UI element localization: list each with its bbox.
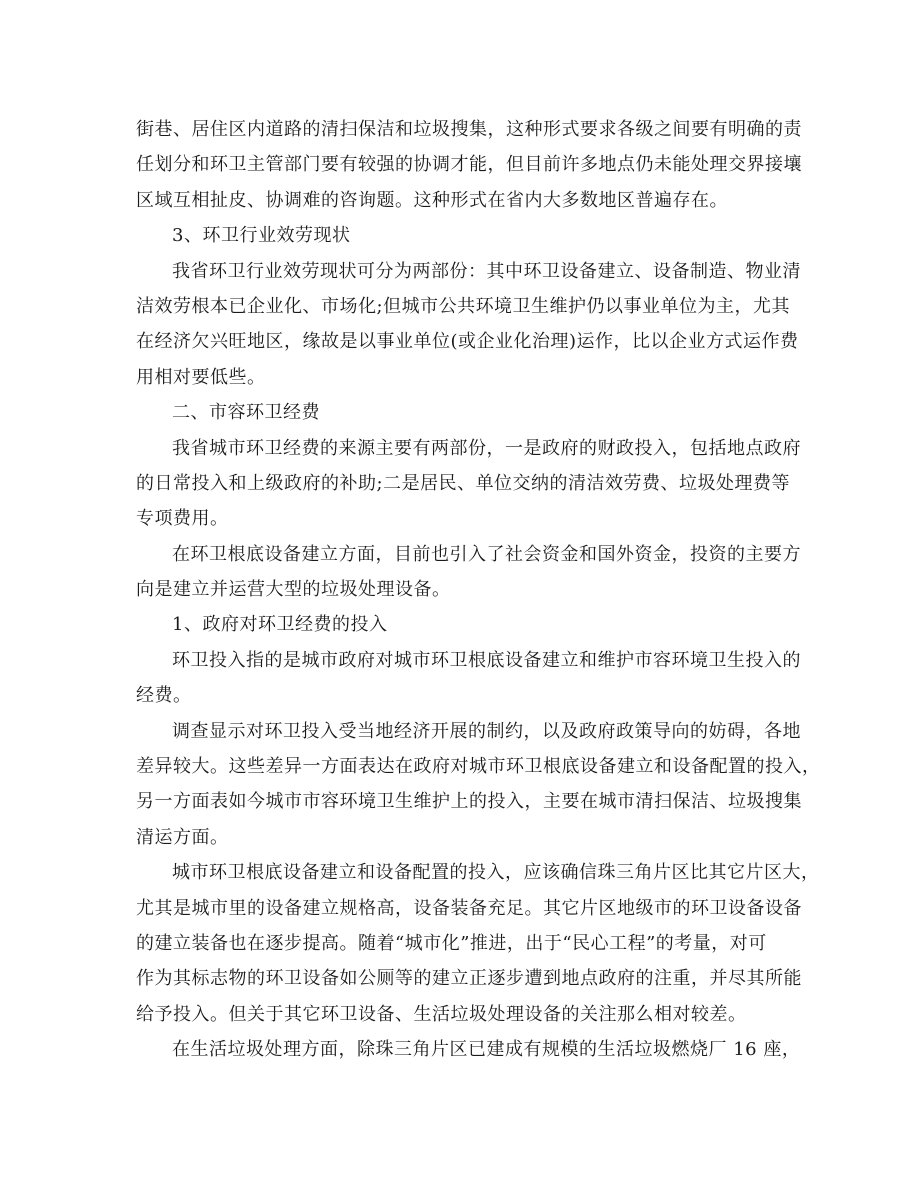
text-line: 调查显示对环卫投入受当地经济开展的制约，以及政府政策导向的妨碍，各地: [172, 720, 801, 742]
text-line: 差异较大。这些差异一方面表达在政府对城市环卫根底设备建立和设备配置的投入，: [136, 756, 821, 778]
text-line: 我省城市环卫经费的来源主要有两部份，一是政府的财政投入，包括地点政府: [172, 437, 801, 459]
text-line: 在环卫根底设备建立方面，目前也引入了社会资金和国外资金，投资的主要方: [172, 543, 801, 565]
text-line: 在生活垃圾处理方面，除珠三角片区已建成有规模的生活垃圾燃烧厂 16 座，: [172, 1039, 801, 1061]
text-line: 作为其标志物的环卫设备如公厕等的建立正逐步遭到地点政府的注重，并尽其所能: [136, 968, 802, 990]
text-line: 的建立装备也在逐步提高。随着“城市化”推进，出于“民心工程”的考量，对可: [136, 932, 767, 954]
text-line: 给予投入。但关于其它环卫设备、生活垃圾处理设备的关注那么相对较差。: [136, 1003, 747, 1025]
text-line: 区域互相扯皮、协调难的咨询题。这种形式在省内大多数地区普遍存在。: [136, 189, 728, 211]
text-line: 环卫投入指的是城市政府对城市环卫根底设备建立和维护市容环境卫生投入的: [172, 649, 801, 671]
text-line: 街巷、居住区内道路的清扫保洁和垃圾搜集，这种形式要求各级之间要有明确的责: [136, 119, 802, 140]
text-line: 3、环卫行业效劳现状: [172, 225, 351, 247]
text-line: 经费。: [136, 685, 192, 707]
text-line: 清运方面。: [136, 826, 229, 848]
text-line: 向是建立并运营大型的垃圾处理设备。: [136, 579, 451, 601]
text-line: 另一方面表如今城市市容环境卫生维护上的投入，主要在城市清扫保洁、垃圾搜集: [136, 791, 802, 813]
text-line: 二、市容环卫经费: [172, 402, 320, 424]
text-line: 我省环卫行业效劳现状可分为两部份：其中环卫设备建立、设备制造、物业清: [172, 260, 801, 282]
text-line: 城市环卫根底设备建立和设备配置的投入，应该确信珠三角片区比其它片区大，: [172, 862, 820, 884]
text-line: 用相对要低些。: [136, 366, 266, 388]
text-line: 洁效劳根本已企业化、市场化;但城市公共环境卫生维护仍以事业单位为主，尤其: [136, 295, 791, 317]
text-line: 专项费用。: [136, 508, 229, 530]
text-line: 在经济欠兴旺地区，缘故是以事业单位(或企业化治理)运作，比以企业方式运作费: [136, 331, 799, 353]
text-line: 1、政府对环卫经费的投入: [172, 614, 388, 636]
text-line: 尤其是城市里的设备建立规格高，设备装备充足。其它片区地级市的环卫设备设备: [136, 897, 802, 919]
document-body: [136, 112, 821, 1068]
text-line: 任划分和环卫主管部门要有较强的协调才能，但目前许多地点仍未能处理交界接壤: [136, 154, 802, 176]
text-line: 的日常投入和上级政府的补助;二是居民、单位交纳的清洁效劳费、垃圾处理费等: [136, 472, 791, 494]
